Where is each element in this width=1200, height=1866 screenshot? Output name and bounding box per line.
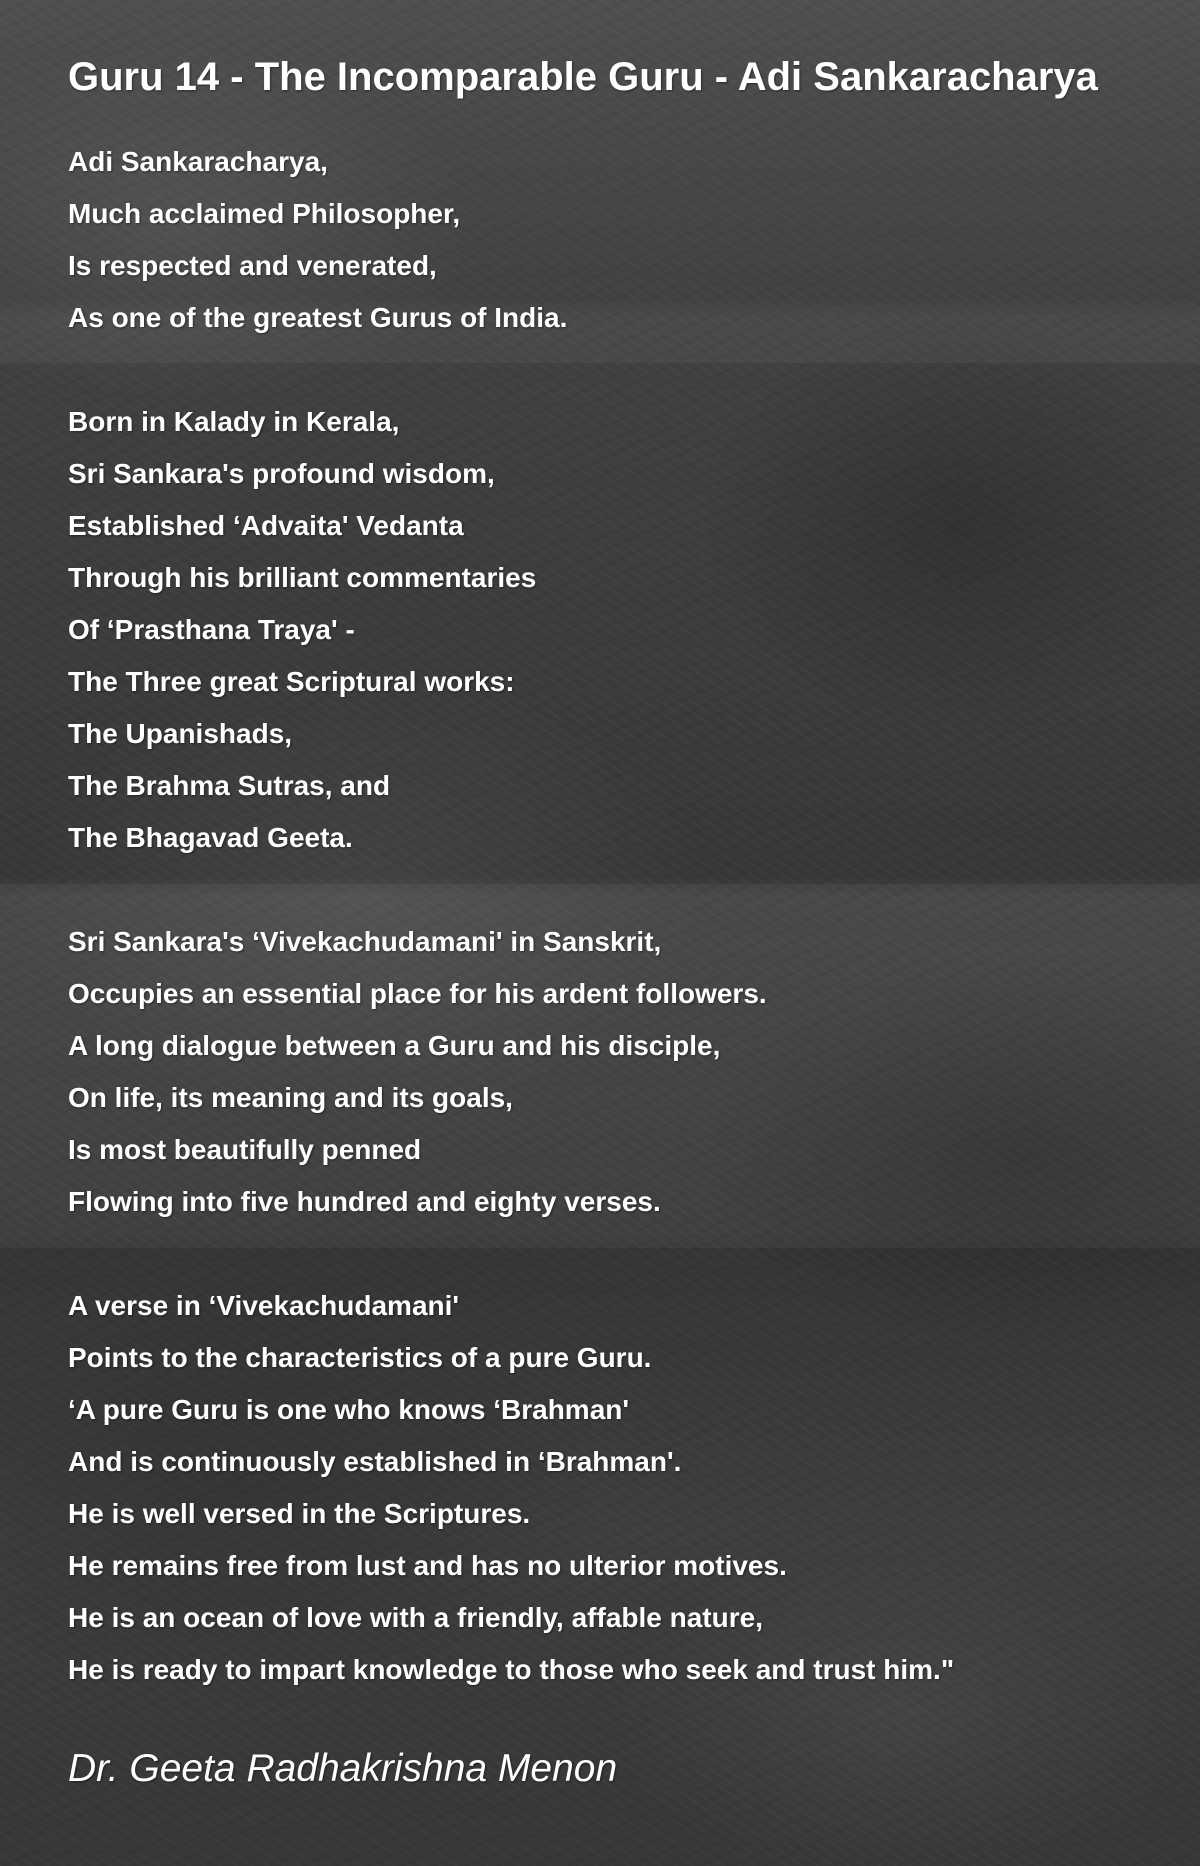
poem-line: The Three great Scriptural works: (68, 666, 515, 697)
poem-line: Through his brilliant commentaries (68, 562, 537, 593)
stanza-1 (68, 136, 1178, 344)
poem-title: Guru 14 - The Incomparable Guru - Adi Sankaracharya (68, 55, 1098, 99)
poem-line: Sri Sankara's ‘Vivekachudamani' in Sanskrit, (68, 926, 662, 957)
poem-line: The Bhagavad Geeta. (68, 822, 353, 853)
poem-line: Much acclaimed Philosopher, (68, 198, 461, 229)
stanza-3 (68, 916, 1178, 1228)
poem-line: He is an ocean of love with a friendly, affable nature, (68, 1602, 763, 1633)
poem-line: Born in Kalady in Kerala, (68, 406, 400, 437)
poem-line: A verse in ‘Vivekachudamani' (68, 1290, 460, 1321)
poem-line: The Brahma Sutras, and (68, 770, 391, 801)
poem-line: Flowing into five hundred and eighty verses. (68, 1186, 661, 1217)
poem-line: The Upanishads, (68, 718, 293, 749)
poem-line: And is continuously established in ‘Brahman'. (68, 1446, 682, 1477)
poem-line: Is respected and venerated, (68, 250, 437, 281)
poem-line: A long dialogue between a Guru and his disciple, (68, 1030, 721, 1061)
poem-line: On life, its meaning and its goals, (68, 1082, 513, 1113)
poem-line: As one of the greatest Gurus of India. (68, 302, 568, 333)
poem-page (68, 48, 1178, 1796)
poem-line: ‘A pure Guru is one who knows ‘Brahman' (68, 1394, 630, 1425)
poem-line: He is ready to impart knowledge to those who seek and trust him." (68, 1654, 955, 1685)
poem-line: Is most beautifully penned (68, 1134, 422, 1165)
poem-line: Occupies an essential place for his ardent followers. (68, 978, 767, 1009)
stanza-2 (68, 396, 1178, 864)
poem-author: Dr. Geeta Radhakrishna Menon (68, 1747, 618, 1790)
poem-line: Of ‘Prasthana Traya' - (68, 614, 355, 645)
poem-line: Sri Sankara's profound wisdom, (68, 458, 495, 489)
stanza-4 (68, 1280, 1178, 1696)
poem-line: Points to the characteristics of a pure Guru. (68, 1342, 652, 1373)
poem-line: Established ‘Advaita' Vedanta (68, 510, 464, 541)
poem-line: Adi Sankaracharya, (68, 146, 328, 177)
poem-line: He is well versed in the Scriptures. (68, 1498, 531, 1529)
poem-line: He remains free from lust and has no ulterior motives. (68, 1550, 787, 1581)
